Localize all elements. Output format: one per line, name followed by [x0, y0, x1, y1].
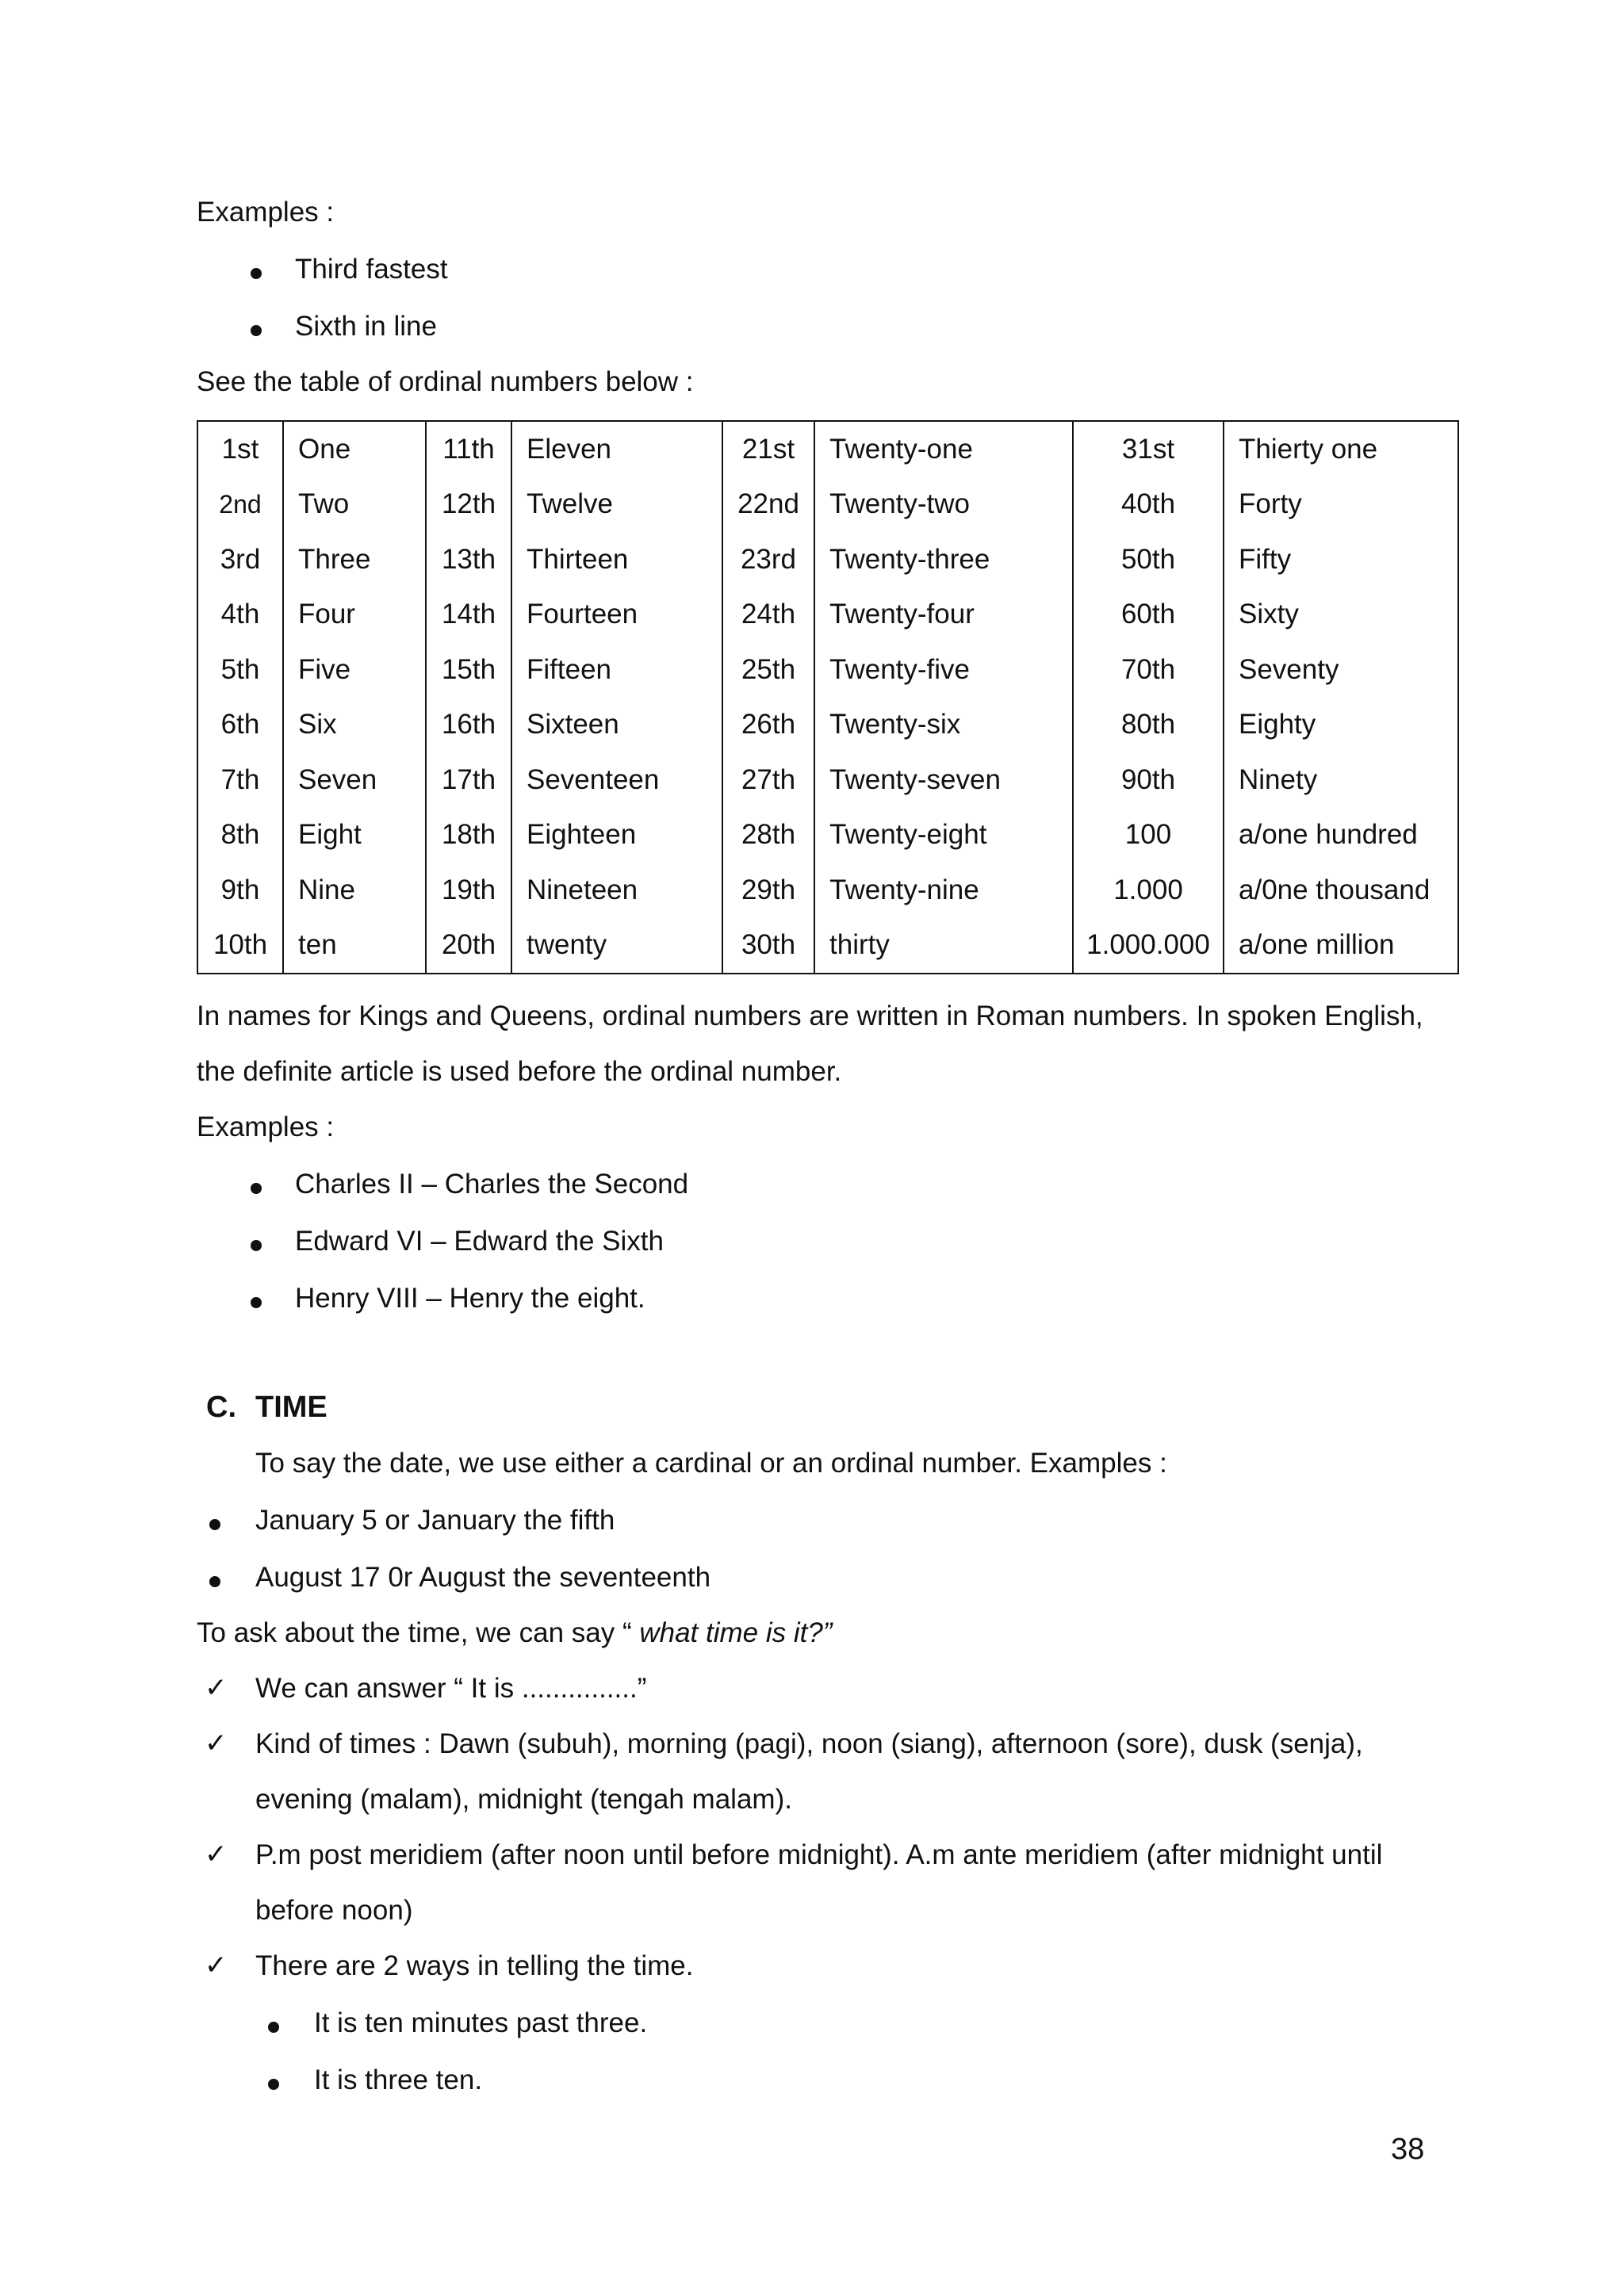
ask-time-question: what time is it?”	[639, 1617, 833, 1648]
ordinal-cell: 30th	[722, 918, 814, 974]
table-row	[197, 477, 1458, 533]
check-item: There are 2 ways in telling the time.	[255, 1950, 694, 1981]
table-row	[197, 698, 1458, 753]
ordinal-cell: 21st	[722, 421, 814, 477]
ordinal-cell: 25th	[722, 642, 814, 698]
ordinal-cell: 1.000	[1073, 863, 1224, 918]
ordinal-cell: 27th	[722, 752, 814, 808]
ordinal-cell: 17th	[426, 752, 511, 808]
ordinal-cell: 11th	[426, 421, 511, 477]
ordinal-cell: 23rd	[722, 532, 814, 587]
bullet-icon	[209, 1519, 220, 1530]
list-item: Sixth in line	[295, 311, 437, 342]
ordinal-cell: 13th	[426, 532, 511, 587]
bullet-icon	[251, 1240, 262, 1251]
ordinal-cell: 28th	[722, 808, 814, 863]
check-item: We can answer “ It is ...............”	[255, 1673, 647, 1704]
word-cell: Seventeen	[511, 752, 722, 808]
word-cell: One	[283, 421, 426, 477]
ask-time-line	[197, 1617, 832, 1649]
kings-paragraph-line: In names for Kings and Queens, ordinal numbers are written in Roman numbers. In spoken English,	[197, 1001, 1423, 1031]
word-cell: Seventy	[1224, 642, 1458, 698]
word-cell: Fourteen	[511, 587, 722, 643]
list-item: It is three ten.	[314, 2064, 483, 2095]
word-cell: Ninety	[1224, 752, 1458, 808]
word-cell: Twenty-five	[814, 642, 1073, 698]
table-row	[197, 863, 1458, 918]
word-cell: Twelve	[511, 477, 722, 533]
word-cell: ten	[283, 918, 426, 974]
word-cell: Twenty-six	[814, 698, 1073, 753]
word-cell: Twenty-one	[814, 421, 1073, 477]
ordinal-cell: 18th	[426, 808, 511, 863]
check-item: P.m post meridiem (after noon until before midnight). A.m ante meridiem (after midnight until	[255, 1839, 1383, 1870]
examples-label: Examples :	[197, 1112, 335, 1142]
checkmark-icon: ✓	[205, 1950, 228, 1981]
checkmark-icon: ✓	[205, 1839, 228, 1870]
word-cell: Three	[283, 532, 426, 587]
word-cell: a/one hundred	[1224, 808, 1458, 863]
ordinal-cell: 40th	[1073, 477, 1224, 533]
table-row	[197, 532, 1458, 587]
word-cell: Sixteen	[511, 698, 722, 753]
checkmark-icon: ✓	[205, 1728, 228, 1759]
section-title: TIME	[255, 1391, 327, 1424]
kings-paragraph-line: the definite article is used before the ordinal number.	[197, 1056, 842, 1087]
word-cell: Two	[283, 477, 426, 533]
word-cell: Six	[283, 698, 426, 753]
word-cell: Forty	[1224, 477, 1458, 533]
checkmark-icon: ✓	[205, 1672, 228, 1704]
ordinal-cell: 80th	[1073, 698, 1224, 753]
word-cell: Twenty-four	[814, 587, 1073, 643]
bullet-icon	[209, 1576, 220, 1587]
table-intro: See the table of ordinal numbers below :	[197, 366, 694, 397]
word-cell: Twenty-eight	[814, 808, 1073, 863]
ordinal-cell: 70th	[1073, 642, 1224, 698]
list-item: Edward VI – Edward the Sixth	[295, 1226, 664, 1257]
word-cell: Eighteen	[511, 808, 722, 863]
list-item: Third fastest	[295, 254, 448, 285]
page-number: 38	[1391, 2133, 1425, 2166]
word-cell: Five	[283, 642, 426, 698]
ordinal-cell: 1st	[221, 433, 259, 465]
table-row	[197, 752, 1458, 808]
ordinal-cell: 7th	[220, 763, 260, 795]
ordinal-cell: 10th	[213, 929, 268, 961]
word-cell: Twenty-nine	[814, 863, 1073, 918]
ordinal-cell: 29th	[722, 863, 814, 918]
bullet-icon	[251, 1183, 262, 1194]
ask-time-text: To ask about the time, we can say “	[197, 1617, 640, 1648]
word-cell: Eleven	[511, 421, 722, 477]
ordinal-cell: 20th	[426, 918, 511, 974]
word-cell: Sixty	[1224, 587, 1458, 643]
ordinal-cell: 1.000.000	[1073, 918, 1224, 974]
section-intro: To say the date, we use either a cardinal or an ordinal number. Examples :	[255, 1448, 1167, 1479]
check-item-continued: before noon)	[255, 1895, 413, 1926]
ordinal-cell: 24th	[722, 587, 814, 643]
ordinal-cell: 22nd	[722, 477, 814, 533]
word-cell: Four	[283, 587, 426, 643]
word-cell: Thirteen	[511, 532, 722, 587]
ordinal-cell: 15th	[426, 642, 511, 698]
word-cell: Nineteen	[511, 863, 722, 918]
word-cell: a/0ne thousand	[1224, 863, 1458, 918]
ordinal-cell: 50th	[1073, 532, 1224, 587]
ordinal-cell: 14th	[426, 587, 511, 643]
ordinal-cell: 100	[1073, 808, 1224, 863]
word-cell: Eighty	[1224, 698, 1458, 753]
bullet-icon	[268, 2079, 279, 2090]
table-row	[197, 587, 1458, 643]
ordinal-cell: 90th	[1073, 752, 1224, 808]
word-cell: thirty	[814, 918, 1073, 974]
ordinal-cell: 16th	[426, 698, 511, 753]
word-cell: a/one million	[1224, 918, 1458, 974]
bullet-icon	[268, 2022, 279, 2033]
ordinal-cell: 2nd	[219, 489, 262, 519]
ordinal-cell: 12th	[426, 477, 511, 533]
word-cell: Twenty-two	[814, 477, 1073, 533]
word-cell: Twenty-seven	[814, 752, 1073, 808]
word-cell: Nine	[283, 863, 426, 918]
bullet-icon	[251, 1297, 262, 1308]
word-cell: Twenty-three	[814, 532, 1073, 587]
table-row	[197, 918, 1458, 974]
list-item: Charles II – Charles the Second	[295, 1169, 689, 1200]
check-item-continued: evening (malam), midnight (tengah malam).	[255, 1784, 792, 1815]
ordinal-cell: 6th	[220, 709, 260, 740]
table-row	[197, 808, 1458, 863]
list-item: August 17 0r August the seventeenth	[255, 1562, 711, 1593]
word-cell: Thierty one	[1224, 421, 1458, 477]
ordinal-cell: 8th	[220, 819, 260, 851]
word-cell: Eight	[283, 808, 426, 863]
ordinal-cell: 5th	[220, 653, 260, 685]
ordinal-cell: 26th	[722, 698, 814, 753]
word-cell: Seven	[283, 752, 426, 808]
list-item: January 5 or January the fifth	[255, 1505, 615, 1536]
section-letter: C.	[206, 1391, 236, 1424]
ordinal-cell: 31st	[1073, 421, 1224, 477]
word-cell: twenty	[511, 918, 722, 974]
examples-label: Examples :	[197, 197, 335, 228]
bullet-icon	[251, 268, 262, 279]
ordinal-cell: 19th	[426, 863, 511, 918]
word-cell: Fifteen	[511, 642, 722, 698]
ordinal-cell: 9th	[220, 874, 260, 905]
table-row	[197, 642, 1458, 698]
word-cell: Fifty	[1224, 532, 1458, 587]
bullet-icon	[251, 325, 262, 336]
ordinal-numbers-table	[197, 420, 1459, 974]
check-item: Kind of times : Dawn (subuh), morning (pagi), noon (siang), afternoon (sore), dusk (senja),	[255, 1728, 1363, 1759]
list-item: Henry VIII – Henry the eight.	[295, 1283, 645, 1314]
table-row	[197, 421, 1458, 477]
list-item: It is ten minutes past three.	[314, 2007, 648, 2038]
ordinal-cell: 4th	[220, 599, 260, 630]
ordinal-cell: 60th	[1073, 587, 1224, 643]
ordinal-cell: 3rd	[220, 543, 261, 575]
